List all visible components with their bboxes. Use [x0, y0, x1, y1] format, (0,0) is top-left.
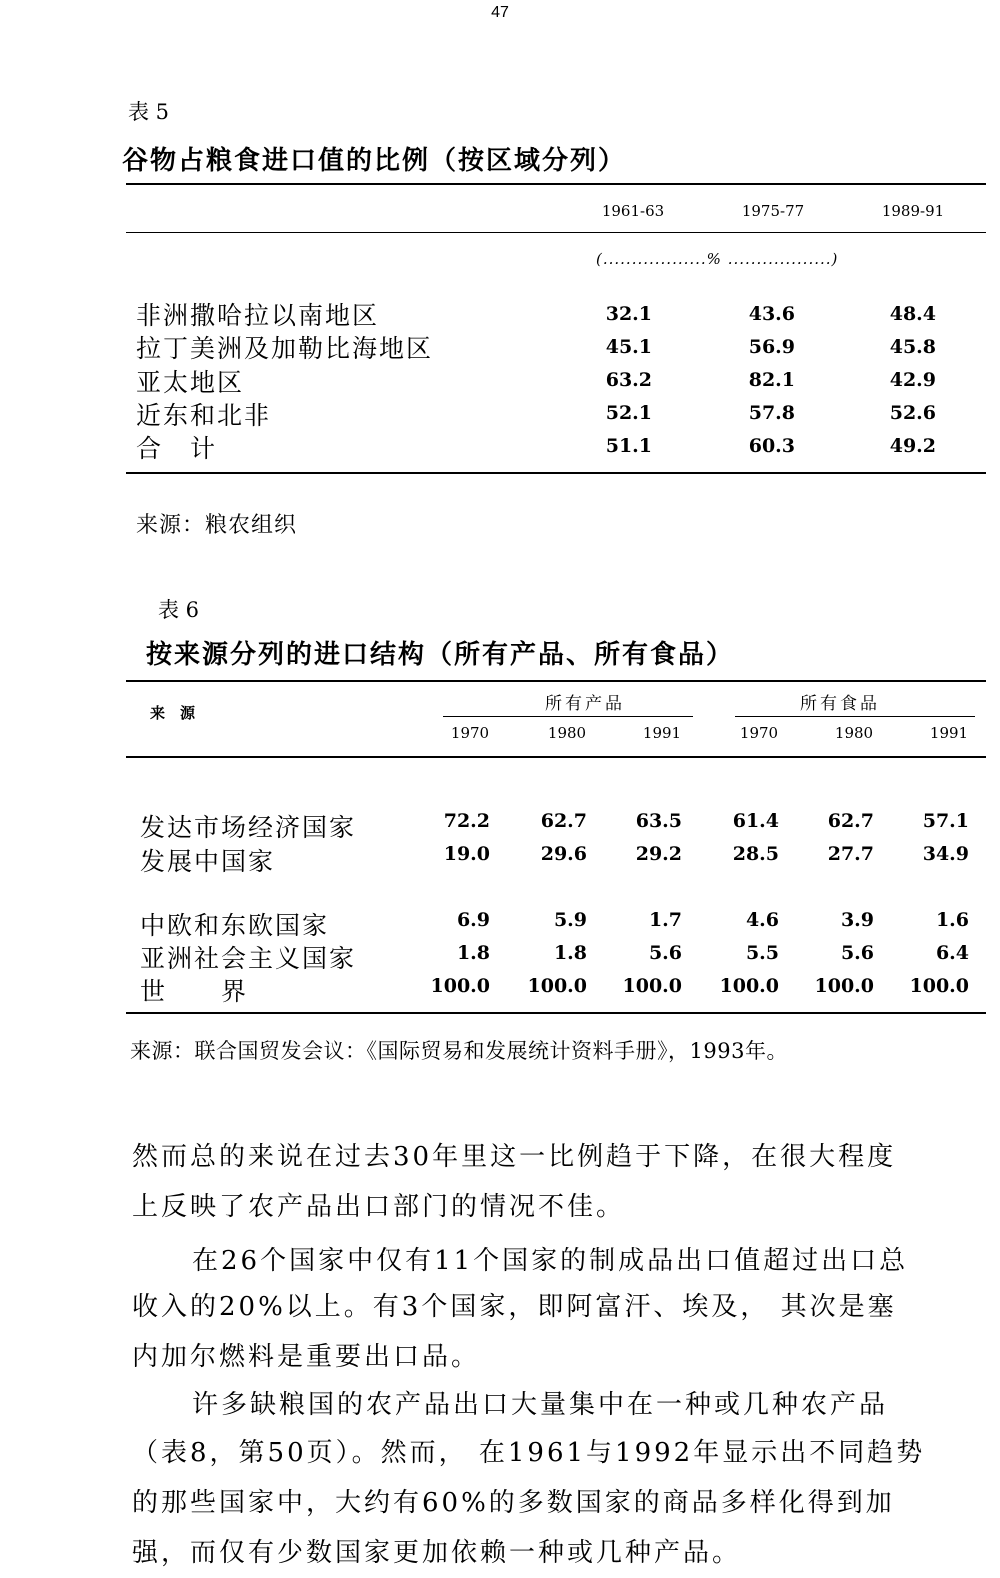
body-line: 的那些国家中，大约有60%的多数国家的商品多样化得到加	[132, 1488, 895, 1518]
table6-cell: 57.1	[922, 810, 969, 832]
table6-year-header: 1980	[547, 724, 587, 742]
table5-top-rule	[126, 183, 986, 185]
body-line: 然而总的来说在过去30年里这一比例趋于下降，在很大程度	[132, 1142, 897, 1172]
table6-group-all-products: 所有产品	[545, 694, 625, 714]
table5-cell: 32.1	[605, 303, 652, 325]
table5-cell: 45.8	[889, 336, 936, 358]
table6-region: 发展中国家	[140, 847, 276, 876]
body-line: 内加尔燃料是重要出口品。	[132, 1342, 481, 1372]
table5-region: 非洲撒哈拉以南地区	[136, 301, 380, 330]
table6-cell: 100.0	[814, 975, 874, 997]
table5-region: 亚太地区	[136, 368, 245, 397]
table5-label: 表 5	[128, 100, 170, 124]
body-line: 在26个国家中仅有11个国家的制成品出口值超过出口总	[192, 1246, 909, 1276]
table5-region: 合 计	[136, 434, 218, 463]
table6-year-header: 1970	[450, 724, 490, 742]
table6-region: 亚洲社会主义国家	[140, 944, 357, 973]
table6-cell: 5.6	[840, 942, 874, 964]
table6-header-rule	[126, 756, 986, 758]
table6-cell: 100.0	[719, 975, 779, 997]
table5-cell: 57.8	[748, 402, 795, 424]
table6-cell: 6.4	[935, 942, 969, 964]
table6-cell: 1.8	[553, 942, 587, 964]
table6-year-header: 1970	[739, 724, 779, 742]
table5-cell: 60.3	[748, 435, 795, 457]
table5-cell: 43.6	[748, 303, 795, 325]
table6-cell: 19.0	[443, 843, 490, 865]
table6-cell: 100.0	[909, 975, 969, 997]
table6-cell: 28.5	[732, 843, 779, 865]
table6-cell: 29.6	[540, 843, 587, 865]
table6-cell: 5.9	[553, 909, 587, 931]
table6-cell: 100.0	[430, 975, 490, 997]
table6-cell: 5.5	[745, 942, 779, 964]
table5-cell: 45.1	[605, 336, 652, 358]
table5-cell: 48.4	[889, 303, 936, 325]
table6-bottom-rule	[126, 1012, 986, 1014]
table5-col-header: 1975-77	[741, 202, 805, 220]
body-line: 上反映了农产品出口部门的情况不佳。	[132, 1192, 626, 1222]
table6-source-header: 来 源	[150, 704, 196, 722]
table6-cell: 1.7	[648, 909, 682, 931]
table5-cell: 52.6	[889, 402, 936, 424]
table6-region: 世 界	[140, 977, 249, 1006]
table5-region: 近东和北非	[136, 401, 272, 430]
table5-cell: 82.1	[748, 369, 795, 391]
table6-source: 来源：联合国贸发会议：《国际贸易和发展统计资料手册》，1993年。	[130, 1039, 788, 1063]
table5-col-header: 1961-63	[601, 202, 665, 220]
table6-top-rule	[126, 680, 986, 682]
table6-group2-rule	[735, 716, 975, 717]
table6-cell: 72.2	[443, 810, 490, 832]
table5-region: 拉丁美洲及加勒比海地区	[136, 334, 434, 363]
table6-group-all-food: 所有食品	[800, 694, 880, 714]
table6-year-header: 1991	[929, 724, 969, 742]
table6-group1-rule	[443, 716, 693, 717]
page-number: 47	[491, 4, 509, 21]
table6-year-header: 1980	[834, 724, 874, 742]
table6-cell: 5.6	[648, 942, 682, 964]
table5-bottom-rule	[126, 472, 986, 474]
table6-cell: 63.5	[635, 810, 682, 832]
table6-cell: 62.7	[827, 810, 874, 832]
table6-cell: 100.0	[622, 975, 682, 997]
body-line: 强，而仅有少数国家更加依赖一种或几种产品。	[132, 1538, 742, 1568]
table6-cell: 1.8	[456, 942, 490, 964]
table6-year-header: 1991	[642, 724, 682, 742]
body-line: 收入的20%以上。有3个国家，即阿富汗、埃及， 其次是塞	[132, 1292, 897, 1322]
table5-col-header: 1989-91	[881, 202, 945, 220]
table5-cell: 63.2	[605, 369, 652, 391]
table6-cell: 61.4	[732, 810, 779, 832]
table6-cell: 27.7	[827, 843, 874, 865]
table5-unit: (..................% ..................)	[596, 250, 839, 268]
body-line: 许多缺粮国的农产品出口大量集中在一种或几种农产品	[192, 1390, 889, 1420]
table5-cell: 42.9	[889, 369, 936, 391]
table5-header-rule	[126, 232, 986, 233]
table5-cell: 52.1	[605, 402, 652, 424]
table6-cell: 100.0	[527, 975, 587, 997]
table5-cell: 51.1	[605, 435, 652, 457]
table6-cell: 1.6	[935, 909, 969, 931]
table6-cell: 62.7	[540, 810, 587, 832]
table6-region: 中欧和东欧国家	[140, 911, 330, 940]
table6-cell: 4.6	[745, 909, 779, 931]
table6-cell: 29.2	[635, 843, 682, 865]
table5-cell: 56.9	[748, 336, 795, 358]
table6-cell: 6.9	[456, 909, 490, 931]
table5-source: 来源：粮农组织	[136, 513, 298, 538]
table6-cell: 34.9	[922, 843, 969, 865]
table6-label: 表 6	[158, 598, 200, 622]
table6-cell: 3.9	[840, 909, 874, 931]
table5-title: 谷物占粮食进口值的比例（按区域分列）	[122, 146, 627, 176]
body-line: （表8，第50页）。然而， 在1961与1992年显示出不同趋势	[132, 1438, 926, 1468]
table6-title: 按来源分列的进口结构（所有产品、所有食品）	[146, 640, 735, 670]
table5-cell: 49.2	[889, 435, 936, 457]
table6-region: 发达市场经济国家	[140, 813, 357, 842]
